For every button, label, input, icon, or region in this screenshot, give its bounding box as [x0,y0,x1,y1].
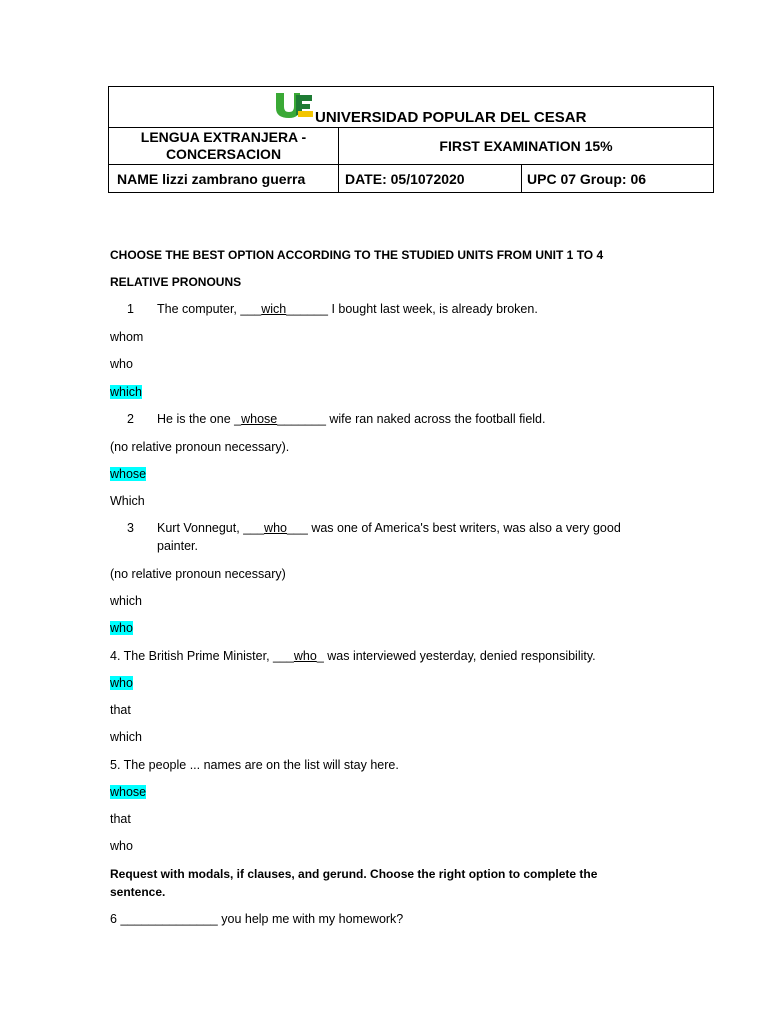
instructions: CHOOSE THE BEST OPTION ACCORDING TO THE STUDIED UNITS FROM UNIT 1 TO 4 [110,248,604,262]
option-item[interactable]: which [110,594,142,608]
option-item-selected[interactable]: who [110,621,133,635]
student-name: NAME lizzi zambrano guerra [109,165,339,193]
exam-title: FIRST EXAMINATION 15% [339,128,714,165]
option-item-selected[interactable]: which [110,385,142,399]
option-item[interactable]: which [110,730,142,744]
option-item[interactable]: that [110,812,131,826]
option-item[interactable]: Which [110,494,145,508]
question-2: 2 He is the one _whose_______ wife ran naked across the football field. [110,411,545,428]
question-4: 4. The British Prime Minister, ___who_ was interviewed yesterday, denied responsibility. [110,649,596,663]
answer-blank[interactable]: ______________ [120,912,218,926]
exam-date: DATE: 05/1072020 [339,165,522,193]
option-item[interactable]: that [110,703,131,717]
question-3-continuation: painter. [157,539,199,553]
answer-blank[interactable]: whose [241,412,278,426]
option-item[interactable]: (no relative pronoun necessary) [110,567,286,581]
section-title-relative-pronouns: RELATIVE PRONOUNS [110,275,242,289]
option-item[interactable]: (no relative pronoun necessary). [110,440,290,454]
option-item-selected[interactable]: whose [110,467,147,481]
option-item-selected[interactable]: who [110,676,133,690]
course-cell [109,128,339,165]
question-number: 2 [127,412,134,426]
question-number: 1 [127,302,134,316]
group-info: UPC 07 Group: 06 [522,165,714,193]
course-name-line2: CONCERSACION [165,146,282,162]
option-item[interactable]: who [110,357,133,371]
course-name-line1: LENGUA EXTRANJERA - [140,129,307,145]
option-item[interactable]: whom [110,330,144,344]
question-5: 5. The people ... names are on the list will stay here. [110,758,399,772]
question-1: 1 The computer, ___wich______ I bought last week, is already broken. [110,301,538,318]
answer-blank[interactable]: wich [261,302,287,316]
option-item[interactable]: who [110,839,133,853]
university-name: UNIVERSIDAD POPULAR DEL CESAR [315,109,587,126]
question-number: 3 [127,521,134,535]
section-2-instructions-cont: sentence. [110,885,166,899]
option-item-selected[interactable]: whose [110,785,147,799]
university-logo [274,91,314,121]
question-6: 6 ______________ you help me with my homework? [110,912,404,926]
answer-blank[interactable]: who [293,649,317,663]
exam-header-table [108,86,714,193]
answer-blank[interactable]: who [264,521,287,535]
university-title-cell [109,87,714,128]
section-2-instructions: Request with modals, if clauses, and gerund. Choose the right option to complete the [110,867,598,881]
question-3: 3 Kurt Vonnegut, ___who___ was one of America's best writers, was also a very good [110,520,621,537]
